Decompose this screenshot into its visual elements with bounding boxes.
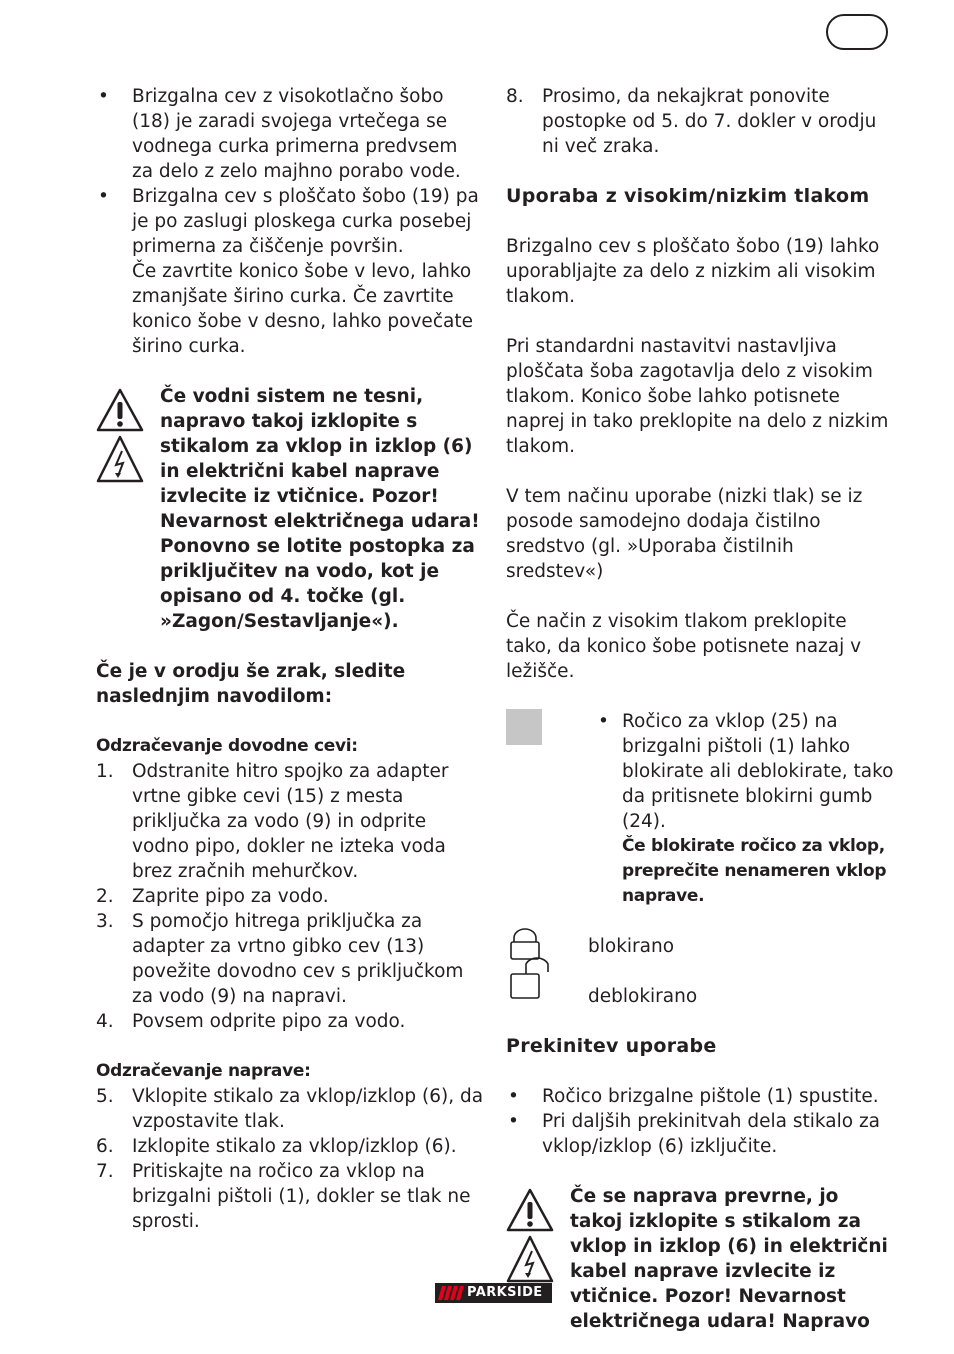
list-item: 7. Pritiskajte na ročico za vklop na brizgalni pištoli (1), dokler se tlak ne sprosti. — [96, 1161, 471, 1232]
left-column — [96, 84, 484, 1234]
warning-exclamation-icon — [96, 388, 144, 432]
electric-shock-icon — [506, 1235, 554, 1283]
bullet-list — [506, 1084, 896, 1159]
steps-list-2 — [96, 1084, 484, 1234]
bullet-extra-text: Če zavrtite konico šobe v levo, lahko zmanjšate širino curka. Če zavrtite konico šobe v desno, lahko povečate širino curka. — [132, 261, 473, 357]
paragraph: V tem načinu uporabe (nizki tlak) se iz posode samodejno dodaja čistilno sredstvo (gl. »Uporaba čistilnih sredstev«) — [506, 486, 863, 582]
locked-row — [506, 934, 896, 959]
steps-list-1 — [96, 759, 484, 1034]
section-heading-interruption: Prekinitev uporabe — [506, 1035, 717, 1057]
air-heading: Če je v orodju še zrak, sledite naslednjim navodilom: — [96, 661, 406, 707]
warning-text: Če se naprava prevrne, jo takoj izklopite s stikalom za vklop in izklop (6) in električni kabel naprave izvlecite iz vtičnice. Pozor! Nevarnost električnega udara! Napravo — [570, 1186, 888, 1332]
unlocked-label: deblokirano — [588, 986, 698, 1007]
image-placeholder — [506, 709, 542, 745]
bullet-text: Brizgalna cev z visokotlačno šobo (18) je zaradi svojega vrtečega se vodnega curka primerna predvsem za delo z zelo majhno porabo vode. — [132, 86, 461, 182]
list-item: 4. Povsem odprite pipo za vodo. — [96, 1011, 406, 1032]
warning-exclamation-icon — [506, 1188, 554, 1232]
brand-name: PARKSIDE — [467, 1285, 543, 1300]
right-column — [506, 84, 896, 1334]
paragraph: Pri standardni nastavitvi nastavljiva ploščata šoba zagotavlja delo z visokim tlakom. Konico šobe lahko potisnete naprej in tako preklopite na delo z nizkim tlakom. — [506, 336, 889, 457]
list-item: 2. Zaprite pipo za vodo. — [96, 886, 329, 907]
list-item: • Brizgalna cev z visokotlačno šobo (18) je zaradi svojega vrtečega se vodnega curka primerna predvsem za delo z zelo majhno porabo vode. — [98, 86, 461, 182]
paragraph: Brizgalno cev s ploščato šobo (19) lahko uporabljajte za delo z nizkim ali visokim tlakom. — [506, 236, 880, 307]
lock-info-block — [506, 709, 896, 909]
subheading-device: Odzračevanje naprave: — [96, 1061, 311, 1081]
bullet-text: Brizgalna cev s ploščato šobo (19) pa je po zaslugi ploskega curka posebej primerna za čiščenje površin. — [132, 186, 479, 257]
warning-block — [96, 384, 484, 634]
list-item: • Ročico za vklop (25) na brizgalni pištoli (1) lahko blokirate ali deblokirate, tako da pritisnete blokirni gumb (24). Če blokirate ročico za vklop, preprečite nenameren vklop naprave. — [596, 709, 896, 909]
list-item: 3. S pomočjo hitrega priključka za adapter za vrtno gibko cev (13) povežite dovodno cev s priključkom za vodo (9) na napravi. — [96, 911, 464, 1007]
logo-stripes-icon — [438, 1286, 464, 1300]
lock-warning-text: Če blokirate ročico za vklop, preprečite nenameren vklop naprave. — [622, 836, 887, 906]
section-heading-pressure: Uporaba z visokim/nizkim tlakom — [506, 185, 870, 207]
list-item: • Ročico brizgalne pištole (1) spustite. — [508, 1086, 879, 1107]
list-item: • Pri daljših prekinitvah dela stikalo za vklop/izklop (6) izključite. — [508, 1111, 881, 1157]
warning-text: Če vodni sistem ne tesni, napravo takoj izklopite s stikalom za vklop in izklop (6) in električni kabel naprave izvlecite iz vtičnice. Pozor! Nevarnost električnega udara! Ponovno se lotite postopka za priključitev na vodo, kot je opisano od 4. točke (gl. »Zagon/Sestavljanje«). — [160, 386, 480, 632]
subheading-supply-hose: Odzračevanje dovodne cevi: — [96, 736, 358, 756]
list-item: • Brizgalna cev s ploščato šobo (19) pa je po zaslugi ploskega curka posebej primerna za čiščenje površin. Če zavrtite konico šobe v levo, lahko zmanjšate širino curka. Če zavrtite konico šobe v desno, lahko povečate širino curka. — [96, 184, 484, 359]
list-item: 5. Vklopite stikalo za vklop/izklop (6), da vzpostavite tlak. — [96, 1086, 484, 1132]
paragraph: Če način z visokim tlakom preklopite tako, da konico šobe potisnete nazaj v ležišče. — [506, 611, 862, 682]
parkside-logo — [435, 1283, 552, 1303]
electric-shock-icon — [96, 435, 144, 483]
language-badge — [826, 14, 888, 50]
list-item: 8. Prosimo, da nekajkrat ponovite postopke od 5. do 7. dokler v orodju ni več zraka. — [506, 86, 877, 157]
list-item: 6. Izklopite stikalo za vklop/izklop (6). — [96, 1136, 457, 1157]
locked-label: blokirano — [588, 936, 675, 957]
unlocked-row — [506, 984, 896, 1009]
list-item: 1. Odstranite hitro spojko za adapter vrtne gibke cevi (15) z mesta priključka za vodo (9) in odprite vodno pipo, dokler ne izteka voda brez zračnih mehurčkov. — [96, 761, 449, 882]
padlock-unlocked-icon — [508, 950, 552, 1008]
warning-block — [506, 1184, 896, 1334]
